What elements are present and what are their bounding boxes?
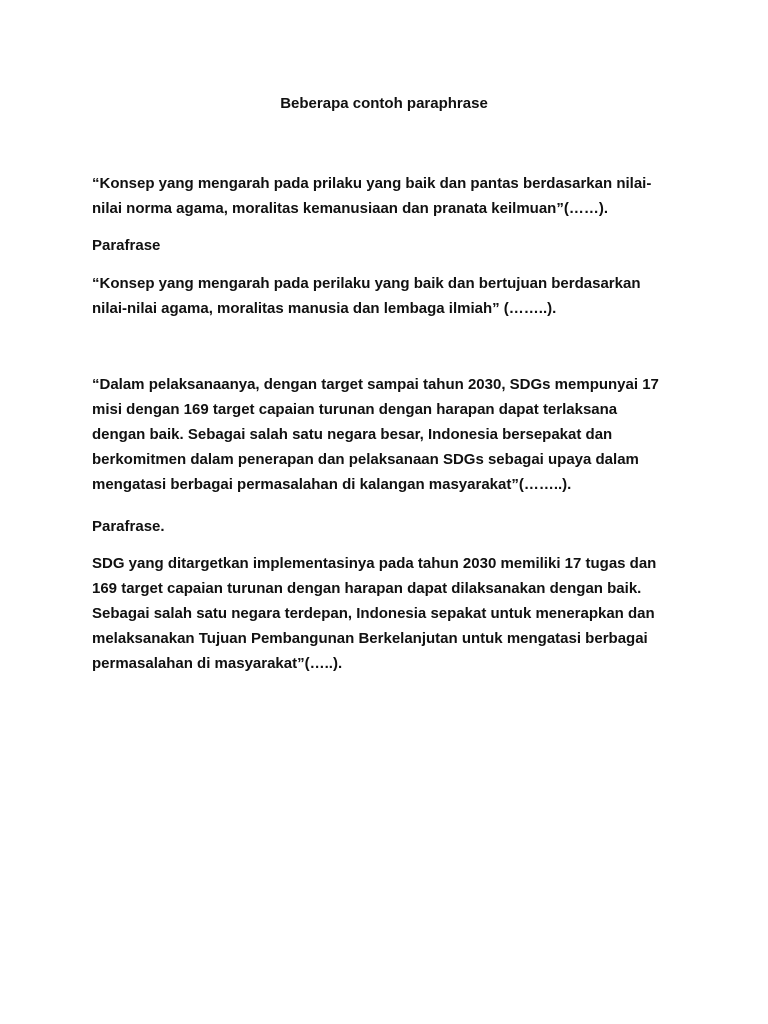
- text-line: “Dalam pelaksanaanya, dengan target sampai tahun 2030, SDGs mempunyai 17: [92, 376, 659, 393]
- text-line: 169 target capaian turunan dengan harapan dapat dilaksanakan dengan baik.: [92, 580, 642, 597]
- text-line: nilai norma agama, moralitas kemanusiaan dan pranata keilmuan”(……).: [92, 200, 608, 217]
- text-line: mengatasi berbagai permasalahan di kalangan masyarakat”(……..).: [92, 476, 572, 493]
- text-line: permasalahan di masyarakat”(…..).: [92, 655, 343, 672]
- text-line: “Konsep yang mengarah pada prilaku yang baik dan pantas berdasarkan nilai-: [92, 175, 652, 192]
- example1-quote: [92, 171, 692, 221]
- example2-quote: [92, 372, 692, 497]
- text-line: dengan baik. Sebagai salah satu negara besar, Indonesia bersepakat dan: [92, 426, 613, 443]
- text-line: nilai-nilai agama, moralitas manusia dan lembaga ilmiah” (……..).: [92, 300, 557, 317]
- text-line: melaksanakan Tujuan Pembangunan Berkelanjutan untuk mengatasi berbagai: [92, 630, 648, 647]
- text-line: SDG yang ditargetkan implementasinya pada tahun 2030 memiliki 17 tugas dan: [92, 555, 657, 572]
- example2-paraphrase-label: Parafrase.: [92, 518, 165, 535]
- example2-paraphrase: [92, 551, 692, 676]
- example1-paraphrase: [92, 271, 692, 321]
- text-line: misi dengan 169 target capaian turunan dengan harapan dapat terlaksana: [92, 401, 618, 418]
- text-line: Sebagai salah satu negara terdepan, Indonesia sepakat untuk menerapkan dan: [92, 605, 655, 622]
- example1-paraphrase-label: Parafrase: [92, 237, 161, 254]
- document-title: Beberapa contoh paraphrase: [280, 95, 488, 112]
- text-line: “Konsep yang mengarah pada perilaku yang baik dan bertujuan berdasarkan: [92, 275, 641, 292]
- text-line: berkomitmen dalam penerapan dan pelaksanaan SDGs sebagai upaya dalam: [92, 451, 639, 468]
